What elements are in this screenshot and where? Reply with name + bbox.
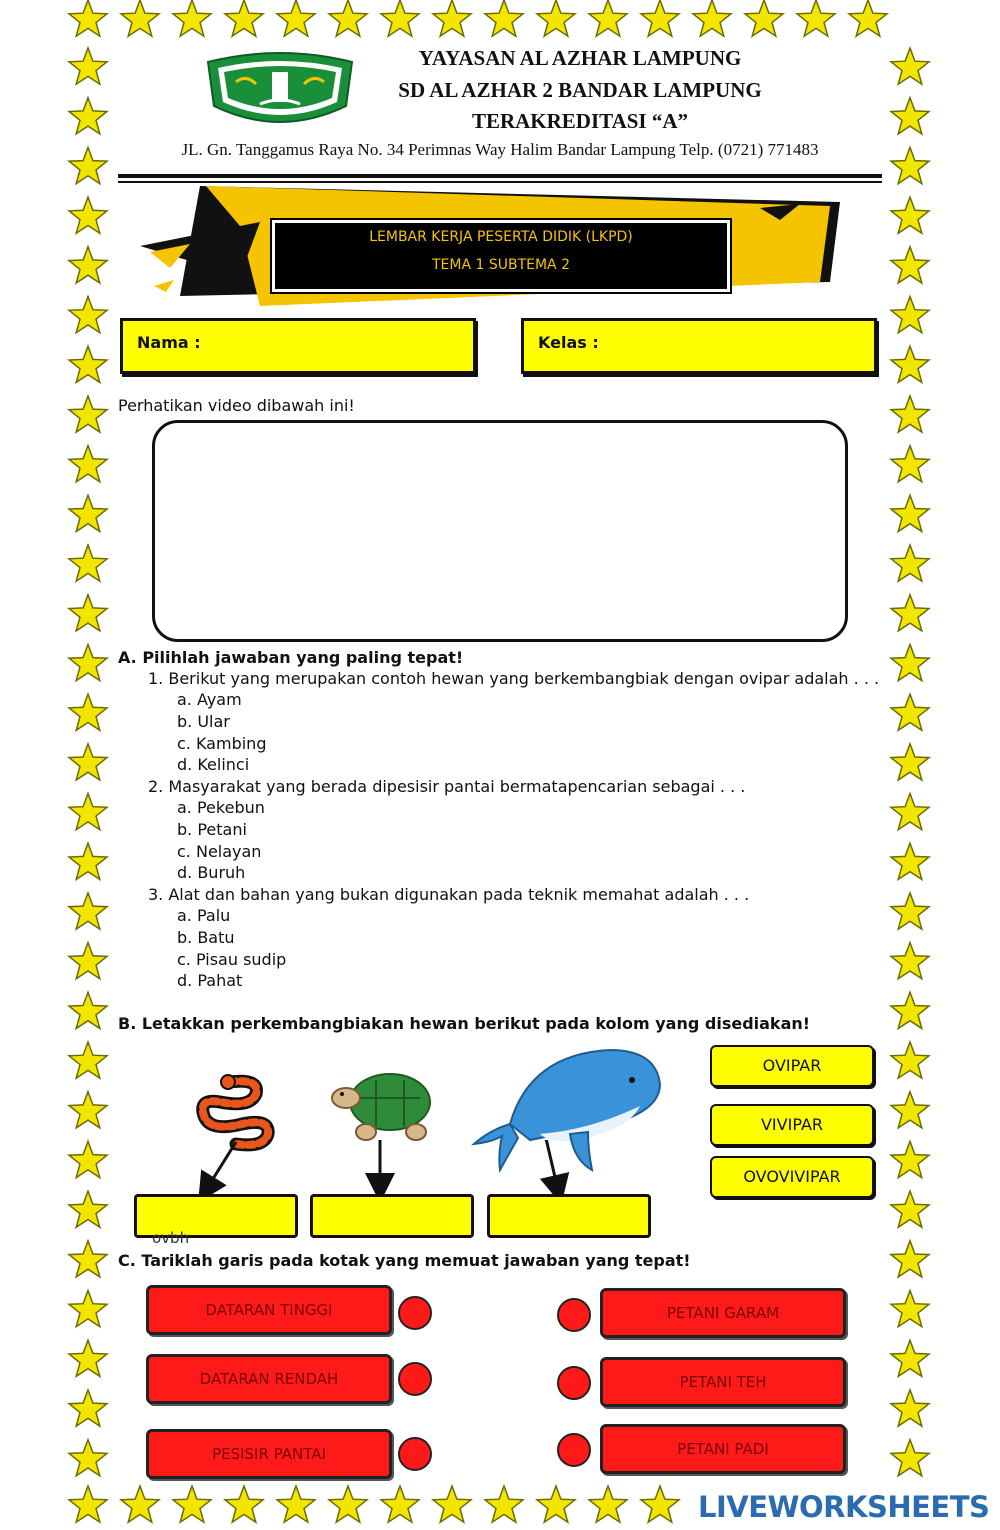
foundation-name: YAYASAN AL AZHAR LAMPUNG bbox=[418, 46, 742, 70]
section-c-title: C. Tariklah garis pada kotak yang memuat jawaban yang tepat! bbox=[118, 1251, 691, 1270]
star-icon bbox=[69, 0, 107, 36]
nama-label: Nama : bbox=[137, 333, 201, 352]
star-icon bbox=[69, 893, 107, 929]
star-icon bbox=[891, 1241, 929, 1277]
q2-option-c[interactable]: c. Nelayan bbox=[177, 842, 262, 861]
star-icon bbox=[69, 1390, 107, 1426]
star-icon bbox=[891, 446, 929, 482]
match-dot-right-1[interactable] bbox=[557, 1298, 591, 1332]
star-icon bbox=[891, 1092, 929, 1128]
header-rule-thin bbox=[118, 181, 882, 183]
q1-option-d[interactable]: d. Kelinci bbox=[177, 755, 250, 774]
q3-option-b[interactable]: b. Batu bbox=[177, 928, 235, 947]
star-icon bbox=[69, 495, 107, 531]
star-icon bbox=[891, 545, 929, 581]
star-icon bbox=[69, 545, 107, 581]
star-icon bbox=[891, 346, 929, 382]
accreditation: TERAKREDITASI “A” bbox=[471, 109, 689, 133]
star-icon bbox=[891, 147, 929, 183]
star-icon bbox=[225, 1486, 263, 1522]
match-left-dataran-rendah[interactable]: DATARAN RENDAH bbox=[146, 1354, 392, 1404]
match-dot-right-3[interactable] bbox=[557, 1433, 591, 1467]
header-rule-thick bbox=[118, 174, 882, 178]
star-icon bbox=[173, 0, 211, 36]
star-icon bbox=[121, 1486, 159, 1522]
star-icon bbox=[173, 1486, 211, 1522]
q3-option-c[interactable]: c. Pisau sudip bbox=[177, 950, 287, 969]
star-icon bbox=[891, 1042, 929, 1078]
star-icon bbox=[891, 1191, 929, 1227]
star-icon bbox=[277, 0, 315, 36]
section-a-title: A. Pilihlah jawaban yang paling tepat! bbox=[118, 648, 464, 667]
match-right-petani-padi[interactable]: PETANI PADI bbox=[600, 1424, 846, 1474]
match-dot-left-1[interactable] bbox=[398, 1296, 432, 1330]
school-name: SD AL AZHAR 2 BANDAR LAMPUNG bbox=[398, 78, 762, 102]
star-icon bbox=[277, 1486, 315, 1522]
star-icon bbox=[69, 247, 107, 283]
stray-text: ovbh bbox=[152, 1229, 190, 1247]
star-icon bbox=[891, 247, 929, 283]
match-dot-left-2[interactable] bbox=[398, 1362, 432, 1396]
match-dot-right-2[interactable] bbox=[557, 1366, 591, 1400]
star-icon bbox=[891, 744, 929, 780]
q1-option-a[interactable]: a. Ayam bbox=[177, 690, 242, 709]
star-icon bbox=[69, 1141, 107, 1177]
star-icon bbox=[69, 744, 107, 780]
question-3: 3. Alat dan bahan yang bukan digunakan pada teknik memahat adalah . . . bbox=[148, 885, 750, 904]
star-icon bbox=[69, 1241, 107, 1277]
star-icon bbox=[891, 197, 929, 233]
star-icon bbox=[485, 0, 523, 36]
star-icon bbox=[537, 1486, 575, 1522]
kelas-field[interactable] bbox=[521, 318, 877, 374]
q1-option-c[interactable]: c. Kambing bbox=[177, 734, 267, 753]
star-icon bbox=[641, 0, 679, 36]
choice-vivipar[interactable]: VIVIPAR bbox=[710, 1104, 874, 1146]
section-b-title: B. Letakkan perkembangbiakan hewan berikut pada kolom yang disediakan! bbox=[118, 1014, 811, 1033]
star-icon bbox=[381, 0, 419, 36]
star-icon bbox=[69, 346, 107, 382]
q3-option-d[interactable]: d. Pahat bbox=[177, 971, 243, 990]
star-icon bbox=[693, 0, 731, 36]
star-icon bbox=[69, 992, 107, 1028]
star-icon bbox=[69, 843, 107, 879]
star-icon bbox=[69, 1092, 107, 1128]
question-1: 1. Berikut yang merupakan contoh hewan yang berkembangbiak dengan ovipar adalah . . . bbox=[148, 669, 880, 688]
q2-option-a[interactable]: a. Pekebun bbox=[177, 798, 265, 817]
star-icon bbox=[891, 297, 929, 333]
star-icon bbox=[433, 0, 471, 36]
star-icon bbox=[849, 0, 887, 36]
match-dot-left-3[interactable] bbox=[398, 1437, 432, 1471]
star-icon bbox=[69, 794, 107, 830]
star-icon bbox=[745, 0, 783, 36]
star-icon bbox=[797, 0, 835, 36]
star-icon bbox=[537, 0, 575, 36]
choice-ovovivipar[interactable]: OVOVIVIPAR bbox=[710, 1156, 874, 1198]
star-icon bbox=[891, 1390, 929, 1426]
star-icon bbox=[589, 0, 627, 36]
drop-box-whale[interactable] bbox=[487, 1194, 651, 1238]
star-icon bbox=[641, 1486, 679, 1522]
star-icon bbox=[69, 1440, 107, 1476]
star-icon bbox=[433, 1486, 471, 1522]
star-icon bbox=[69, 1191, 107, 1227]
match-left-dataran-tinggi[interactable]: DATARAN TINGGI bbox=[146, 1285, 392, 1335]
star-icon bbox=[69, 1340, 107, 1376]
star-icon bbox=[891, 992, 929, 1028]
star-icon bbox=[69, 595, 107, 631]
question-2: 2. Masyarakat yang berada dipesisir pantai bermatapencarian sebagai . . . bbox=[148, 777, 746, 796]
match-right-petani-teh[interactable]: PETANI TEH bbox=[600, 1357, 846, 1407]
star-icon bbox=[891, 495, 929, 531]
star-icon bbox=[485, 1486, 523, 1522]
star-icon bbox=[891, 694, 929, 730]
star-icon bbox=[891, 396, 929, 432]
star-icon bbox=[69, 147, 107, 183]
star-icon bbox=[69, 1486, 107, 1522]
q2-option-d[interactable]: d. Buruh bbox=[177, 863, 246, 882]
q1-option-b[interactable]: b. Ular bbox=[177, 712, 230, 731]
star-icon bbox=[891, 1340, 929, 1376]
video-prompt: Perhatikan video dibawah ini! bbox=[118, 396, 355, 415]
star-icon bbox=[329, 0, 367, 36]
liveworksheets-watermark: LIVEWORKSHEETS bbox=[698, 1490, 990, 1524]
star-icon bbox=[69, 1042, 107, 1078]
star-icon bbox=[329, 1486, 367, 1522]
star-icon bbox=[69, 644, 107, 680]
star-icon bbox=[891, 843, 929, 879]
choice-ovipar[interactable]: OVIPAR bbox=[710, 1045, 874, 1087]
star-icon bbox=[891, 943, 929, 979]
star-icon bbox=[891, 1141, 929, 1177]
drop-box-turtle[interactable] bbox=[310, 1194, 474, 1238]
star-icon bbox=[69, 1291, 107, 1327]
star-icon bbox=[891, 644, 929, 680]
banner-title: LEMBAR KERJA PESERTA DIDIK (LKPD) bbox=[369, 229, 633, 245]
star-icon bbox=[69, 446, 107, 482]
star-icon bbox=[69, 396, 107, 432]
video-placeholder[interactable] bbox=[152, 420, 848, 642]
star-icon bbox=[69, 943, 107, 979]
star-icon bbox=[891, 1291, 929, 1327]
star-icon bbox=[891, 595, 929, 631]
star-icon bbox=[225, 0, 263, 36]
match-right-petani-garam[interactable]: PETANI GARAM bbox=[600, 1288, 846, 1338]
star-icon bbox=[69, 297, 107, 333]
star-icon bbox=[891, 893, 929, 929]
match-left-pesisir-pantai[interactable]: PESISIR PANTAI bbox=[146, 1429, 392, 1479]
school-address: JL. Gn. Tanggamus Raya No. 34 Perimnas Way Halim Bandar Lampung Telp. (0721) 771483 bbox=[181, 140, 819, 159]
star-icon bbox=[891, 794, 929, 830]
star-icon bbox=[589, 1486, 627, 1522]
q2-option-b[interactable]: b. Petani bbox=[177, 820, 247, 839]
arrows bbox=[190, 1140, 590, 1200]
q3-option-a[interactable]: a. Palu bbox=[177, 906, 231, 925]
star-icon bbox=[69, 694, 107, 730]
banner-subtitle: TEMA 1 SUBTEMA 2 bbox=[431, 257, 570, 273]
star-icon bbox=[381, 1486, 419, 1522]
star-icon bbox=[121, 0, 159, 36]
star-icon bbox=[69, 197, 107, 233]
turtle-image bbox=[326, 1068, 442, 1144]
lkpd-banner bbox=[272, 220, 730, 292]
kelas-label: Kelas : bbox=[538, 333, 599, 352]
star-icon bbox=[891, 1440, 929, 1476]
nama-field[interactable] bbox=[120, 318, 476, 374]
